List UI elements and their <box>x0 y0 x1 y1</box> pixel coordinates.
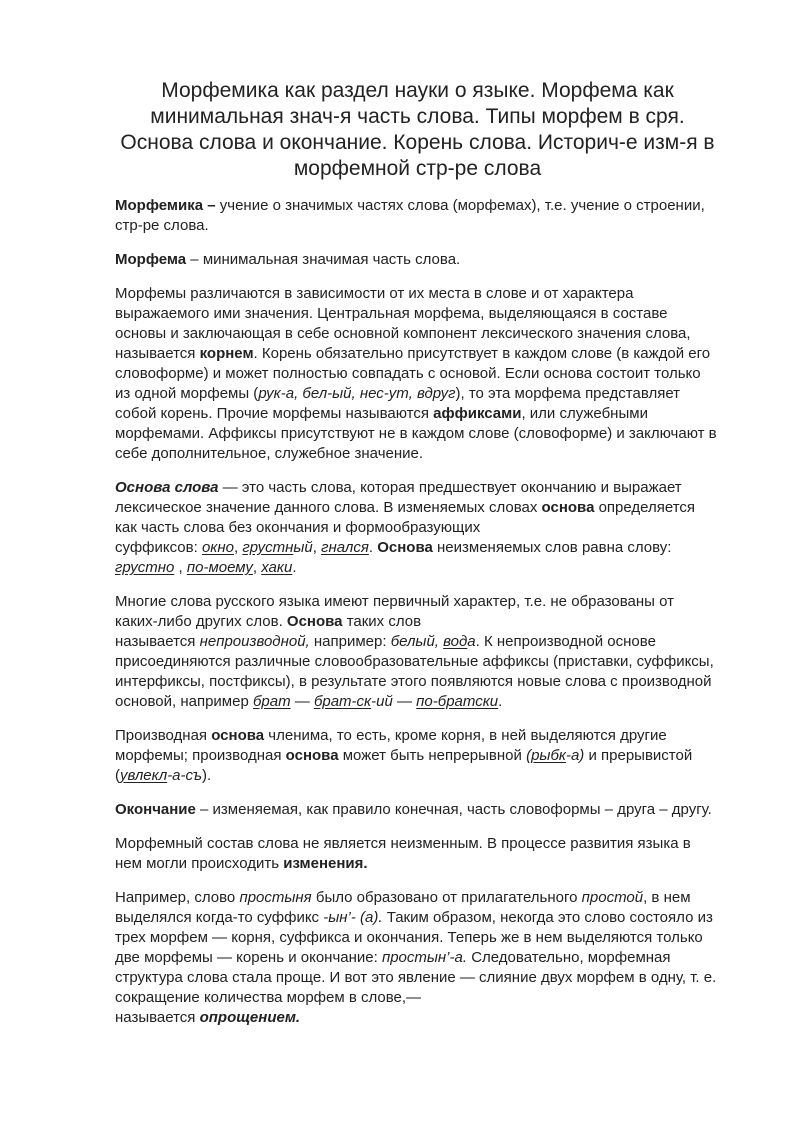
text-run: членима, то есть, кроме корня, в ней выделяются другие морфемы; производная <box>115 727 667 764</box>
text-run: непроизводной, <box>199 633 310 650</box>
text-run: основа <box>541 499 595 516</box>
text-run: -а-съ <box>167 767 203 784</box>
text-run: , <box>252 559 262 576</box>
paragraph <box>115 250 720 270</box>
text-run: простой <box>581 889 644 906</box>
text-run: Окончание <box>115 801 196 818</box>
text-run: . <box>368 539 378 556</box>
text-run: — <box>392 693 417 710</box>
text-run: , в нем выделялся когда-то суффикс <box>115 889 691 926</box>
text-run: изменения. <box>283 855 368 872</box>
text-run: определяется как часть слова без окончания и формообразующих <box>115 499 696 536</box>
text-run: аффиксами <box>433 405 522 422</box>
text-run: белый, <box>390 633 444 650</box>
text-run: вод <box>443 633 468 650</box>
paragraph <box>115 888 720 1028</box>
text-run: простыня <box>239 889 312 906</box>
text-run: хаки <box>261 559 293 576</box>
title-line: морфемной стр-ре слова <box>293 157 542 180</box>
text-run: Морфемный состав слова не является неизменным. В процессе развития языка в нем могли происходить <box>115 835 691 872</box>
text-run: Многие слова русского языка имеют первичный характер, т.е. не образованы от каких-либо других слов. <box>115 593 674 630</box>
text-run: ), то эта морфема представляет собой корень. Прочие морфемы называются <box>115 385 681 422</box>
title-line: Морфемика как раздел науки о языке. Морфема как <box>161 79 674 102</box>
text-run: Следовательно, морфемная структура слова стала проще. И вот это явление — слияние двух морфем в одну, т. е. сокращение количества морфем в слове,— <box>115 949 717 1006</box>
text-run: а <box>467 633 476 650</box>
text-run: , <box>174 559 187 576</box>
text-run: -ын’- (а). <box>323 909 383 926</box>
text-run: основа <box>211 727 265 744</box>
text-run: называется <box>115 1009 200 1026</box>
text-run: Морфемы различаются в зависимости от их места в слове и от характера выражаемого ими значения. Центральная морфема, выделяющаяся в составе основы и заключающая в себе основной компонент лексического значения слова, называется <box>115 285 691 362</box>
text-run: неизменяемых слов равна слову: <box>432 539 672 556</box>
paragraph <box>115 196 720 236</box>
paragraph <box>115 726 720 786</box>
text-run: ). <box>202 767 212 784</box>
paragraph <box>115 284 720 464</box>
text-run: , или служебными морфемами. Аффиксы присутствуют не в каждом слове (словоформе) и заключают в себе дополнительное, служебное значение. <box>115 405 717 462</box>
text-run: . <box>292 559 297 576</box>
text-run: Таким образом, некогда это слово состояло из трех морфем — корня, суффикса и окончания. Теперь же в нем выделяются только две морфемы — корень и окончание: <box>115 909 713 966</box>
paragraph <box>115 478 720 578</box>
text-run: простын’-а. <box>381 949 468 966</box>
document-title <box>101 78 734 182</box>
text-run: Основа <box>377 539 433 556</box>
text-run: таких слов <box>342 613 422 630</box>
paragraph <box>115 592 720 712</box>
text-run: , <box>312 539 322 556</box>
text-run: Например, слово <box>115 889 240 906</box>
text-run: рук-а, бел-ый, нес-ут, вдруг <box>258 385 456 402</box>
text-run: брат <box>252 693 291 710</box>
paragraph <box>115 834 720 874</box>
text-run: называется <box>115 633 200 650</box>
text-run: гнался <box>321 539 369 556</box>
text-run: окно <box>201 539 234 556</box>
text-run: Основа <box>286 613 343 630</box>
text-run: , <box>233 539 243 556</box>
text-run: Морфема <box>115 251 187 268</box>
text-run: Производная <box>115 727 212 744</box>
text-run: — это часть слова, которая предшествует окончанию и выражает лексическое значение данного слова. В изменяемых словах <box>115 479 682 516</box>
paragraph <box>115 800 720 820</box>
document-body <box>115 196 720 1028</box>
text-run: опрощением. <box>199 1009 301 1026</box>
text-run: . <box>498 693 503 710</box>
text-run: — <box>290 693 314 710</box>
text-run: -ий <box>371 693 393 710</box>
text-run: ( <box>526 747 532 764</box>
text-run: грустн <box>242 539 294 556</box>
text-run: по-братски <box>416 693 499 710</box>
text-run: Основа слова <box>115 479 219 496</box>
text-run: было образовано от прилагательного <box>311 889 582 906</box>
text-run: – минимальная значимая часть слова. <box>186 251 461 268</box>
text-run: грустно <box>115 559 175 576</box>
text-run: ый <box>293 539 313 556</box>
text-run: может быть непрерывной <box>338 747 527 764</box>
text-run: и прерывистой ( <box>115 747 693 784</box>
title-line: Основа слова и окончание. Корень слова. Историч-е изм-я в <box>120 131 715 154</box>
text-run: увлекл <box>120 767 168 784</box>
text-run: учение о значимых частях слова (морфемах), т.е. учение о строении, стр-ре слова. <box>115 197 705 234</box>
text-run: по-моему <box>186 559 253 576</box>
text-run: Морфемика – <box>115 197 220 214</box>
text-run: . К непроизводной основе присоединяются различные словообразовательные аффиксы (приставки, суффиксы, интерфиксы, постфиксы), в результате этого появляются новые слова с производной основой, например <box>115 633 714 710</box>
title-line: минимальная знач-я часть слова. Типы морфем в сря. <box>150 105 685 128</box>
text-run: суффиксов: <box>115 539 202 556</box>
text-run: . Корень обязательно присутствует в каждом слове (в каждой его словоформе) и может полностью совпадать с основой. Если основа состоит только из одной морфемы ( <box>115 345 711 402</box>
text-run: – изменяемая, как правило конечная, часть словоформы – друга – другу. <box>195 801 712 818</box>
text-run: -а) <box>565 747 585 764</box>
text-run: корнем <box>199 345 254 362</box>
text-run: рыбк <box>531 747 566 764</box>
text-run: основа <box>285 747 339 764</box>
text-run: брат-ск <box>313 693 372 710</box>
text-run: например: <box>309 633 391 650</box>
